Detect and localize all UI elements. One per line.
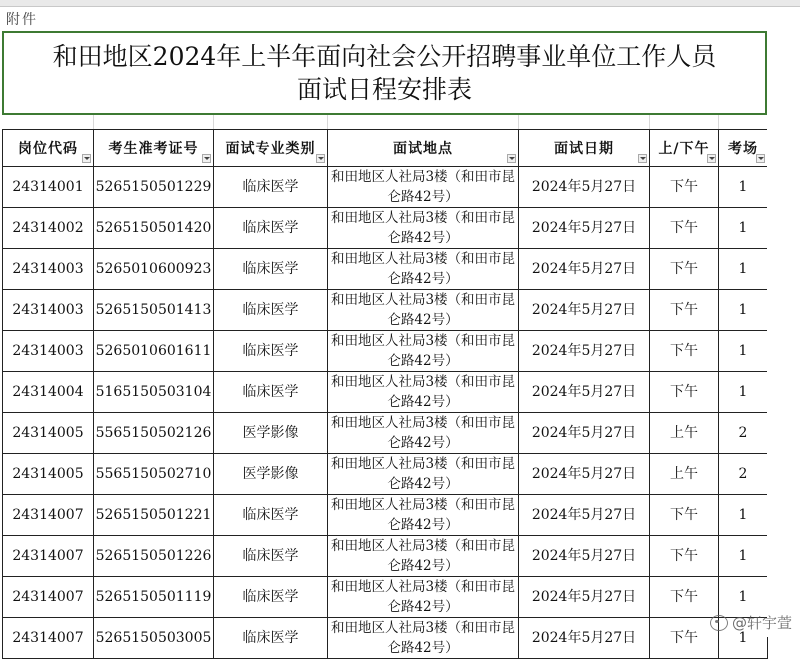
cell-ticket-number[interactable]: 5565150502710 [94, 454, 214, 495]
cell-ticket-number[interactable]: 5165150503104 [94, 372, 214, 413]
cell-position-code[interactable]: 24314007 [3, 536, 94, 577]
cell-major[interactable]: 临床医学 [214, 618, 328, 659]
table-row [3, 249, 768, 290]
cell-room[interactable]: 2 [719, 413, 768, 454]
cell-date[interactable]: 2024年5月27日 [519, 290, 650, 331]
cell-major[interactable]: 临床医学 [214, 536, 328, 577]
filter-dropdown-icon[interactable] [707, 154, 716, 163]
cell-position-code[interactable]: 24314003 [3, 331, 94, 372]
cell-location[interactable]: 和田地区人社局3楼（和田市昆仑路42号） [328, 331, 519, 372]
cell-location[interactable]: 和田地区人社局3楼（和田市昆仑路42号） [328, 372, 519, 413]
cell-ticket-number[interactable]: 5265150501413 [94, 290, 214, 331]
cell-position-code[interactable]: 24314001 [3, 167, 94, 208]
column-header-bar [0, 0, 800, 7]
cell-date[interactable]: 2024年5月27日 [519, 249, 650, 290]
cell-period[interactable]: 下午 [650, 167, 719, 208]
cell-gridline [327, 115, 328, 129]
cell-location[interactable]: 和田地区人社局3楼（和田市昆仑路42号） [328, 208, 519, 249]
cell-ticket-number[interactable]: 5265150503005 [94, 618, 214, 659]
cell-location[interactable]: 和田地区人社局3楼（和田市昆仑路42号） [328, 249, 519, 290]
cell-ticket-number[interactable]: 5265150501221 [94, 495, 214, 536]
table-row [3, 167, 768, 208]
title-box [2, 31, 767, 115]
watermark-text: @轩宇萱 [732, 612, 792, 633]
table-row [3, 495, 768, 536]
table-row [3, 290, 768, 331]
filter-dropdown-icon[interactable] [82, 154, 91, 163]
cell-date[interactable]: 2024年5月27日 [519, 413, 650, 454]
watermark [710, 612, 792, 633]
cell-ticket-number[interactable]: 5265150501229 [94, 167, 214, 208]
weibo-icon [710, 615, 728, 631]
table-row [3, 413, 768, 454]
cell-room[interactable]: 1 [719, 495, 768, 536]
cell-location[interactable]: 和田地区人社局3楼（和田市昆仑路42号） [328, 536, 519, 577]
header-location[interactable]: 面试地点 [328, 130, 519, 167]
cell-room[interactable]: 1 [719, 208, 768, 249]
sheet-blank-area [767, 115, 800, 637]
cell-period[interactable]: 下午 [650, 249, 719, 290]
cell-position-code[interactable]: 24314007 [3, 577, 94, 618]
table-row [3, 577, 768, 618]
cell-period[interactable]: 下午 [650, 618, 719, 659]
table-row [3, 372, 768, 413]
cell-room[interactable]: 1 [719, 249, 768, 290]
header-ticket-number[interactable]: 考生准考证号 [94, 130, 214, 167]
attachment-label: 附件 [6, 9, 38, 29]
filter-dropdown-icon[interactable] [202, 154, 211, 163]
cell-ticket-number[interactable]: 5265150501119 [94, 577, 214, 618]
cell-period[interactable]: 上午 [650, 413, 719, 454]
cell-date[interactable]: 2024年5月27日 [519, 372, 650, 413]
schedule-table [2, 129, 768, 659]
cell-date[interactable]: 2024年5月27日 [519, 167, 650, 208]
cell-major[interactable]: 临床医学 [214, 331, 328, 372]
cell-period[interactable]: 下午 [650, 208, 719, 249]
cell-major[interactable]: 临床医学 [214, 577, 328, 618]
cell-room[interactable]: 1 [719, 536, 768, 577]
table-body [3, 167, 768, 659]
cell-date[interactable]: 2024年5月27日 [519, 577, 650, 618]
header-major[interactable]: 面试专业类别 [214, 130, 328, 167]
cell-major[interactable]: 临床医学 [214, 167, 328, 208]
table-row [3, 208, 768, 249]
cell-location[interactable]: 和田地区人社局3楼（和田市昆仑路42号） [328, 618, 519, 659]
cell-location[interactable]: 和田地区人社局3楼（和田市昆仑路42号） [328, 454, 519, 495]
cell-date[interactable]: 2024年5月27日 [519, 208, 650, 249]
page-title-line1: 和田地区2024年上半年面向社会公开招聘事业单位工作人员 [53, 40, 717, 73]
cell-major[interactable]: 医学影像 [214, 413, 328, 454]
cell-position-code[interactable]: 24314004 [3, 372, 94, 413]
cell-period[interactable]: 下午 [650, 495, 719, 536]
cell-date[interactable]: 2024年5月27日 [519, 618, 650, 659]
cell-date[interactable]: 2024年5月27日 [519, 536, 650, 577]
cell-position-code[interactable]: 24314007 [3, 495, 94, 536]
cell-position-code[interactable]: 24314003 [3, 249, 94, 290]
table-row [3, 454, 768, 495]
filter-dropdown-icon[interactable] [507, 154, 516, 163]
cell-position-code[interactable]: 24314007 [3, 618, 94, 659]
header-room[interactable]: 考场 [719, 130, 768, 167]
cell-position-code[interactable]: 24314005 [3, 413, 94, 454]
cell-position-code[interactable]: 24314002 [3, 208, 94, 249]
cell-major[interactable]: 临床医学 [214, 249, 328, 290]
filter-dropdown-icon[interactable] [316, 154, 325, 163]
cell-major[interactable]: 临床医学 [214, 495, 328, 536]
cell-ticket-number[interactable]: 5265150501420 [94, 208, 214, 249]
cell-room[interactable]: 1 [719, 618, 768, 659]
filter-dropdown-icon[interactable] [756, 154, 765, 163]
header-date[interactable]: 面试日期 [519, 130, 650, 167]
cell-location[interactable]: 和田地区人社局3楼（和田市昆仑路42号） [328, 167, 519, 208]
cell-ticket-number[interactable]: 5265010600923 [94, 249, 214, 290]
cell-room[interactable]: 1 [719, 372, 768, 413]
cell-room[interactable]: 1 [719, 331, 768, 372]
page-title-line2: 面试日程安排表 [297, 73, 472, 106]
cell-period[interactable]: 上午 [650, 454, 719, 495]
header-period[interactable]: 上/下午 [650, 130, 719, 167]
cell-major[interactable]: 临床医学 [214, 290, 328, 331]
table-row [3, 618, 768, 659]
cell-ticket-number[interactable]: 5265010601611 [94, 331, 214, 372]
cell-major[interactable]: 临床医学 [214, 372, 328, 413]
cell-location[interactable]: 和田地区人社局3楼（和田市昆仑路42号） [328, 290, 519, 331]
cell-room[interactable]: 1 [719, 290, 768, 331]
cell-gridline [518, 115, 519, 129]
header-row [3, 130, 768, 167]
cell-position-code[interactable]: 24314005 [3, 454, 94, 495]
cell-period[interactable]: 下午 [650, 331, 719, 372]
cell-ticket-number[interactable]: 5265150501226 [94, 536, 214, 577]
cell-date[interactable]: 2024年5月27日 [519, 454, 650, 495]
cell-gridline [213, 115, 214, 129]
cell-major[interactable]: 医学影像 [214, 454, 328, 495]
cell-room[interactable]: 1 [719, 577, 768, 618]
header-position-code[interactable]: 岗位代码 [3, 130, 94, 167]
cell-location[interactable]: 和田地区人社局3楼（和田市昆仑路42号） [328, 413, 519, 454]
cell-gridline [649, 115, 650, 129]
cell-date[interactable]: 2024年5月27日 [519, 495, 650, 536]
cell-room[interactable]: 1 [719, 167, 768, 208]
cell-period[interactable]: 下午 [650, 290, 719, 331]
table-row [3, 331, 768, 372]
cell-ticket-number[interactable]: 5565150502126 [94, 413, 214, 454]
cell-location[interactable]: 和田地区人社局3楼（和田市昆仑路42号） [328, 577, 519, 618]
cell-room[interactable]: 2 [719, 454, 768, 495]
cell-date[interactable]: 2024年5月27日 [519, 331, 650, 372]
cell-period[interactable]: 下午 [650, 577, 719, 618]
cell-major[interactable]: 临床医学 [214, 208, 328, 249]
table-row [3, 536, 768, 577]
cell-gridline [93, 115, 94, 129]
cell-period[interactable]: 下午 [650, 372, 719, 413]
cell-location[interactable]: 和田地区人社局3楼（和田市昆仑路42号） [328, 495, 519, 536]
filter-dropdown-icon[interactable] [638, 154, 647, 163]
cell-period[interactable]: 下午 [650, 536, 719, 577]
cell-position-code[interactable]: 24314003 [3, 290, 94, 331]
cell-gridline [718, 115, 719, 129]
